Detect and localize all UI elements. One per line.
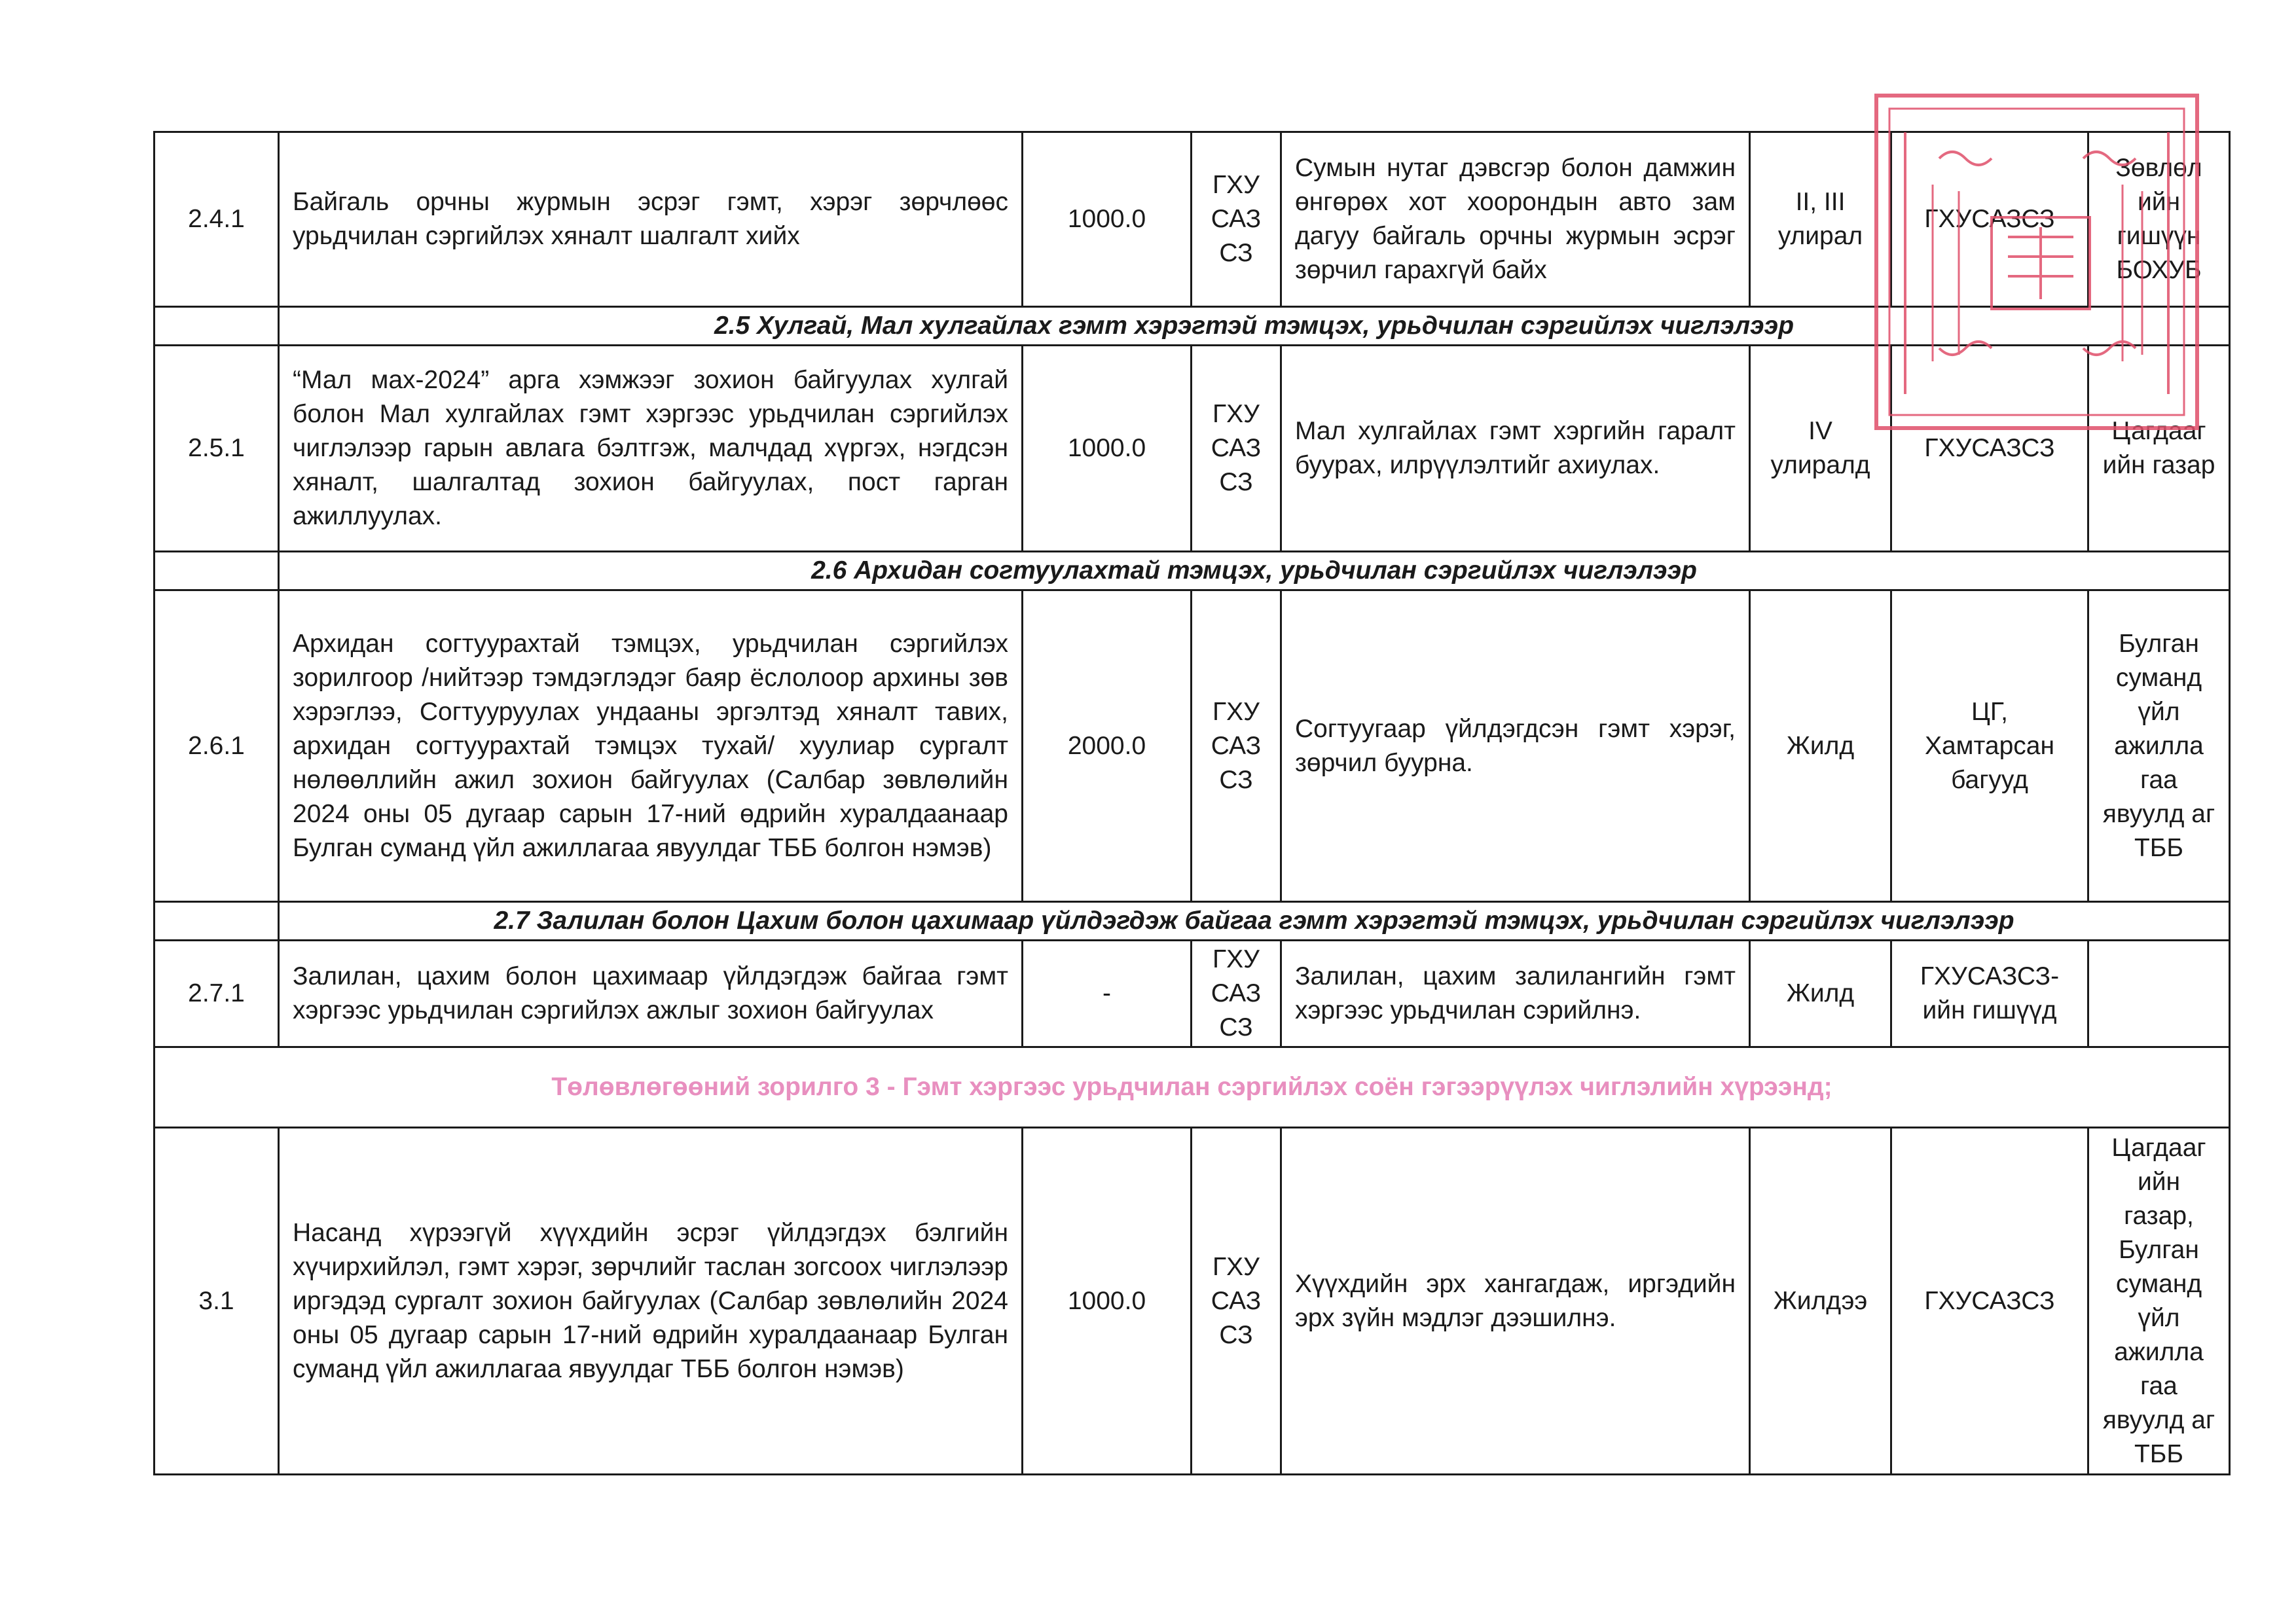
responsible-cell: ГХУСАЗСЗ	[1891, 1128, 2088, 1475]
budget-cell: 1000.0	[1023, 132, 1192, 307]
activity-cell: Архидан согтуурахтай тэмцэх, урьдчилан сэргийлэх зорилгоор /нийтээр тэмдэглэдэг баяр ёслолоор архины зөв хэрэглээ, Согтууруулах ундааны эргэлтэд хяналт тавих, архидан согтуурахтай тэмцэх тухай/ хуулиар сургалт нөлөөллийн ажил зохион байгуулах (Салбар зөвлөлийн 2024 оны 05 дугаар сарын 17-ний өдрийн хуралдаанаар Булган суманд үйл ажиллагаа явуулдаг ТББ болгон нэмэв)	[279, 590, 1023, 902]
partner-cell	[2088, 941, 2230, 1047]
section-row	[155, 307, 2230, 346]
row-number: 2.7.1	[155, 941, 279, 1047]
budget-cell: 2000.0	[1023, 590, 1192, 902]
section-heading: 2.6 Архидан согтуулахтай тэмцэх, урьдчилан сэргийлэх чиглэлээр	[279, 552, 2230, 590]
activity-cell: Залилан, цахим болон цахимаар үйлдэгдэж байгаа гэмт хэргээс урьдчилан сэргийлэх ажлыг зохион байгуулах	[279, 941, 1023, 1047]
expected-result-cell: Согтуугаар үйлдэгдсэн гэмт хэрэг, зөрчил буурна.	[1281, 590, 1750, 902]
section-spacer	[155, 552, 279, 590]
expected-result-cell: Хүүхдийн эрх хангагдаж, иргэдийн эрх зүйн мэдлэг дээшилнэ.	[1281, 1128, 1750, 1475]
funding-source-cell: ГХУ САЗ СЗ	[1192, 132, 1281, 307]
goal-row	[155, 1047, 2230, 1128]
partner-cell: Зөвлөл ийн гишүүн БОХУБ	[2088, 132, 2230, 307]
section-spacer	[155, 307, 279, 346]
funding-source-cell: ГХУ САЗ СЗ	[1192, 941, 1281, 1047]
section-row	[155, 902, 2230, 941]
funding-source-cell: ГХУ САЗ СЗ	[1192, 346, 1281, 552]
responsible-cell: ГХУСАЗСЗ	[1891, 346, 2088, 552]
section-heading: 2.7 Залилан болон Цахим болон цахимаар үйлдэгдэж байгаа гэмт хэрэгтэй тэмцэх, урьдчилан сэргийлэх чиглэлээр	[279, 902, 2230, 941]
funding-source-cell: ГХУ САЗ СЗ	[1192, 1128, 1281, 1475]
timeframe-cell: Жилд	[1750, 941, 1891, 1047]
plan-table	[153, 131, 2231, 1475]
activity-cell: Байгаль орчны журмын эсрэг гэмт, хэрэг зөрчлөөс урьдчилан сэргийлэх хяналт шалгалт хийх	[279, 132, 1023, 307]
budget-cell: 1000.0	[1023, 346, 1192, 552]
partner-cell: Булган суманд үйл ажилла гаа явуулд аг ТББ	[2088, 590, 2230, 902]
timeframe-cell: II, III улирал	[1750, 132, 1891, 307]
activity-cell: Насанд хүрээгүй хүүхдийн эсрэг үйлдэгдэх бэлгийн хүчирхийлэл, гэмт хэрэг, зөрчлийг таслан зогсоох чиглэлээр иргэдэд сургалт зохион байгуулах (Салбар зөвлөлийн 2024 оны 05 дугаар сарын 17-ний өдрийн хуралдаанаар Булган суманд үйл ажиллагаа явуулдаг ТББ болгон нэмэв)	[279, 1128, 1023, 1475]
section-spacer	[155, 902, 279, 941]
table-row	[155, 1128, 2230, 1475]
section-heading: 2.5 Хулгай, Мал хулгайлах гэмт хэрэгтэй тэмцэх, урьдчилан сэргийлэх чиглэлээр	[279, 307, 2230, 346]
partner-cell: Цагдааг ийн газар	[2088, 346, 2230, 552]
row-number: 3.1	[155, 1128, 279, 1475]
row-number: 2.4.1	[155, 132, 279, 307]
table-row	[155, 132, 2230, 307]
funding-source-cell: ГХУ САЗ СЗ	[1192, 590, 1281, 902]
section-row	[155, 552, 2230, 590]
expected-result-cell: Залилан, цахим залилангийн гэмт хэргээс урьдчилан сэрийлнэ.	[1281, 941, 1750, 1047]
partner-cell: Цагдааг ийн газар, Булган суманд үйл ажилла гаа явуулд аг ТББ	[2088, 1128, 2230, 1475]
table-row	[155, 941, 2230, 1047]
goal-heading: Төлөвлөгөөний зорилго 3 - Гэмт хэргээс урьдчилан сэргийлэх соён гэгээрүүлэх чиглэлийн хүрээнд;	[155, 1047, 2230, 1128]
responsible-cell: ЦГ, Хамтарсан багууд	[1891, 590, 2088, 902]
expected-result-cell: Сумын нутаг дэвсгэр болон дамжин өнгөрөх хот хоорондын авто зам дагуу байгаль орчны журмын эсрэг зөрчил гарахгүй байх	[1281, 132, 1750, 307]
row-number: 2.6.1	[155, 590, 279, 902]
timeframe-cell: Жилд	[1750, 590, 1891, 902]
responsible-cell: ГХУСАЗСЗ-ийн гишүүд	[1891, 941, 2088, 1047]
responsible-cell: ГХУСАЗСЗ	[1891, 132, 2088, 307]
expected-result-cell: Мал хулгайлах гэмт хэргийн гаралт буурах, илрүүлэлтийг ахиулах.	[1281, 346, 1750, 552]
table-row	[155, 590, 2230, 902]
budget-cell: 1000.0	[1023, 1128, 1192, 1475]
timeframe-cell: IV улиралд	[1750, 346, 1891, 552]
budget-cell: -	[1023, 941, 1192, 1047]
row-number: 2.5.1	[155, 346, 279, 552]
table-row	[155, 346, 2230, 552]
activity-cell: “Мал мах-2024” арга хэмжээг зохион байгуулах хулгай болон Мал хулгайлах гэмт хэргээс урьдчилан сэргийлэх чиглэлээр гарын авлага бэлтгэж, малчдад хүргэх, нэгдсэн хяналт, шалгалтад зохион байгуулах, пост гарган ажиллуулах.	[279, 346, 1023, 552]
timeframe-cell: Жилдээ	[1750, 1128, 1891, 1475]
